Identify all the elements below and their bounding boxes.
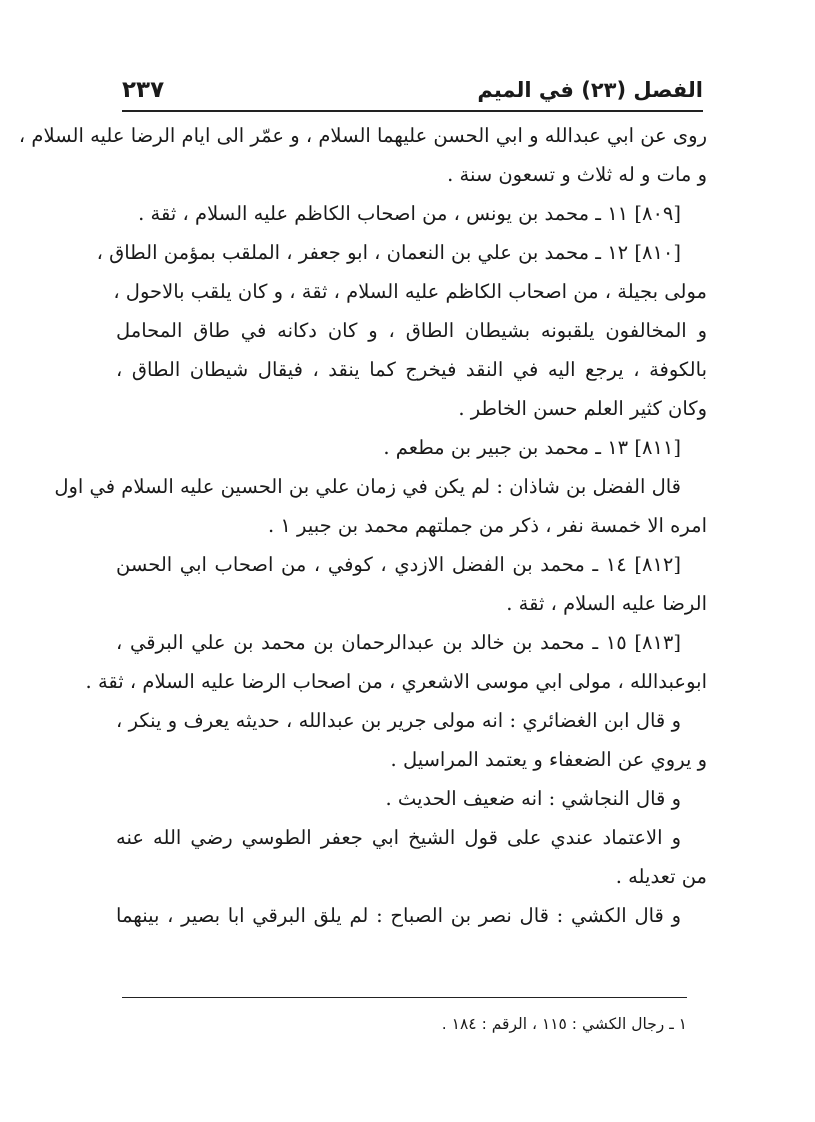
text-line: بالكوفة ، يرجع اليه في النقد فيخرج كما ينقد ، فيقال شيطان الطاق ، bbox=[116, 358, 707, 381]
text-line: روى عن ابي عبدالله و ابي الحسن عليهما السلام ، و عمّر الى ايام الرضا عليه السلام ، bbox=[18, 124, 707, 147]
text-line: و المخالفون يلقبونه بشيطان الطاق ، و كان دكانه في طاق المحامل bbox=[116, 319, 707, 342]
body-text bbox=[18, 116, 707, 935]
page-header bbox=[122, 70, 703, 112]
chapter-title: الفصل (٢٣) في الميم bbox=[477, 78, 703, 102]
footnote-divider bbox=[122, 997, 687, 998]
text-line: ابوعبدالله ، مولى ابي موسى الاشعري ، من اصحاب الرضا عليه السلام ، ثقة . bbox=[85, 670, 707, 693]
text-line: و الاعتماد عندي على قول الشيخ ابي جعفر الطوسي رضي الله عنه bbox=[116, 826, 681, 849]
entry-811: [٨١١] ١٣ ـ محمد بن جبير بن مطعم . bbox=[383, 436, 681, 459]
text-line: الرضا عليه السلام ، ثقة . bbox=[506, 592, 707, 615]
text-line: و قال ابن الغضائري : انه مولى جرير بن عبدالله ، حديثه يعرف و ينكر ، bbox=[116, 709, 681, 732]
text-line: وكان كثير العلم حسن الخاطر . bbox=[458, 397, 707, 420]
page-number: ٢٣٧ bbox=[122, 77, 165, 103]
text-line: و يروي عن الضعفاء و يعتمد المراسيل . bbox=[390, 748, 707, 771]
entry-812: [٨١٢] ١٤ ـ محمد بن الفضل الازدي ، كوفي ، من اصحاب ابي الحسن bbox=[116, 553, 681, 576]
text-line: امره الا خمسة نفر ، ذكر من جملتهم محمد بن جبير ١ . bbox=[267, 514, 707, 537]
text-line: قال الفضل بن شاذان : لم يكن في زمان علي بن الحسين عليه السلام في اول bbox=[54, 475, 681, 498]
text-line: و مات و له ثلاث و تسعون سنة . bbox=[447, 163, 707, 186]
entry-813: [٨١٣] ١٥ ـ محمد بن خالد بن عبدالرحمان بن محمد بن علي البرقي ، bbox=[116, 631, 681, 654]
text-line: من تعديله . bbox=[615, 865, 707, 888]
entry-810: [٨١٠] ١٢ ـ محمد بن علي بن النعمان ، ابو جعفر ، الملقب بمؤمن الطاق ، bbox=[96, 241, 681, 264]
text-line: مولى بجيلة ، من اصحاب الكاظم عليه السلام ، ثقة ، و كان يلقب بالاحول ، bbox=[113, 280, 707, 303]
entry-809: [٨٠٩] ١١ ـ محمد بن يونس ، من اصحاب الكاظم عليه السلام ، ثقة . bbox=[138, 202, 681, 225]
text-line: و قال النجاشي : انه ضعيف الحديث . bbox=[385, 787, 681, 810]
text-line: و قال الكشي : قال نصر بن الصباح : لم يلق البرقي ابا بصير ، بينهما bbox=[116, 904, 681, 927]
footnote: ١ ـ رجال الكشي : ١١٥ ، الرقم : ١٨٤ . bbox=[441, 1015, 687, 1033]
